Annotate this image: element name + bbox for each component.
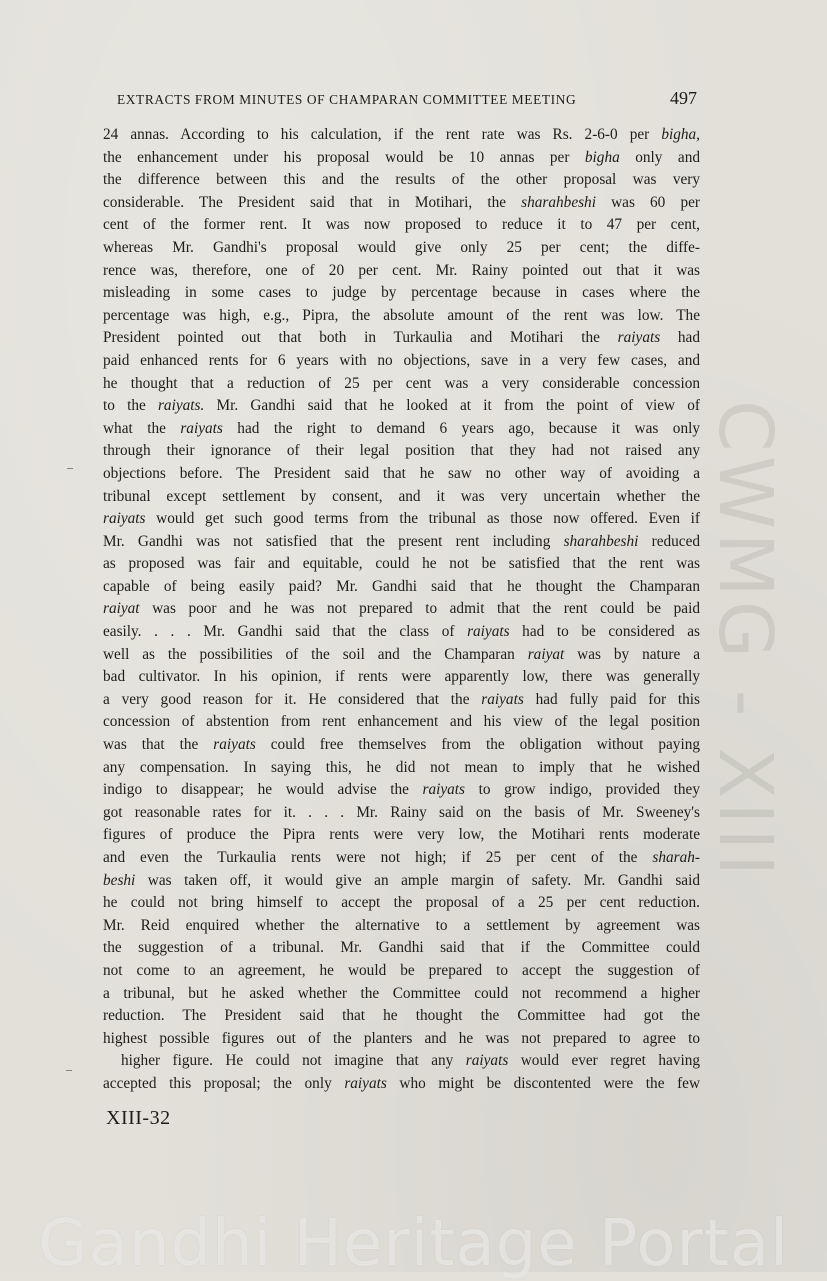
text-segment: tribunal except settlement by consent, and it was very uncertain whether the bbox=[103, 487, 700, 505]
text-segment: misleading in some cases to judge by percentage because in cases where the bbox=[103, 284, 700, 302]
text-line bbox=[103, 192, 700, 215]
text-line bbox=[103, 147, 700, 170]
text-segment: President pointed out that both in Turkaulia and Motihari the bbox=[103, 329, 618, 347]
text-segment: well as the possibilities of the soil and the Champaran bbox=[103, 645, 528, 663]
running-title: EXTRACTS FROM MINUTES OF CHAMPARAN COMMITTEE MEETING bbox=[117, 92, 577, 107]
text-line bbox=[103, 440, 700, 463]
text-segment: he could not bring himself to accept the proposal of a 25 per cent reduction. bbox=[103, 894, 700, 912]
text-segment: the suggestion of a tribunal. Mr. Gandhi said that if the Committee could bbox=[103, 939, 700, 957]
text-line bbox=[103, 395, 700, 418]
bottom-watermark: Gandhi Heritage Portal bbox=[38, 1207, 789, 1281]
text-line bbox=[103, 711, 700, 734]
italic-term: bigha, bbox=[661, 126, 700, 143]
text-line bbox=[103, 237, 700, 260]
text-line bbox=[103, 983, 700, 1006]
text-line bbox=[103, 802, 700, 825]
text-line bbox=[103, 553, 700, 576]
volume-folio: XIII-32 bbox=[106, 1107, 171, 1129]
page-speck bbox=[67, 468, 73, 469]
text-segment: was that the bbox=[103, 736, 214, 754]
text-line bbox=[103, 892, 700, 915]
italic-term: raiyat bbox=[527, 645, 565, 663]
text-segment: was poor and he was not prepared to admit that the rent could be paid bbox=[139, 600, 700, 618]
text-segment: and even the Turkaulia rents were not high; if 25 per cent of the bbox=[103, 849, 653, 866]
text-segment: higher figure. He could not imagine that any bbox=[121, 1052, 466, 1070]
text-segment: concession of abstention from rent enhancement and his view of the legal position bbox=[103, 713, 700, 731]
text-segment: easily. . . . Mr. Gandhi said that the class of bbox=[103, 623, 468, 641]
text-line bbox=[103, 214, 700, 237]
text-line bbox=[103, 169, 700, 192]
text-segment: percentage was high, e.g., Pipra, the absolute amount of the rent was low. The bbox=[103, 306, 700, 324]
italic-term: raiyats. bbox=[157, 397, 205, 415]
text-segment: who might be discontented were the few bbox=[386, 1074, 700, 1092]
text-line bbox=[103, 305, 700, 328]
text-line bbox=[103, 689, 700, 712]
text-segment: a tribunal, but he asked whether the Committee could not recommend a higher bbox=[103, 984, 700, 1002]
text-segment: had fully paid for this bbox=[523, 690, 700, 708]
text-line bbox=[103, 463, 700, 486]
text-segment: any compensation. In saying this, he did not mean to imply that he wished bbox=[103, 758, 700, 776]
text-line bbox=[103, 373, 700, 396]
text-line bbox=[103, 734, 700, 757]
text-segment: Mr. Gandhi was not satisfied that the present rent including bbox=[103, 532, 564, 550]
text-line bbox=[103, 350, 700, 373]
text-line bbox=[103, 824, 700, 847]
text-segment: indigo to disappear; he would advise the bbox=[103, 781, 423, 799]
text-line bbox=[103, 531, 700, 554]
italic-term: bigha bbox=[584, 148, 620, 166]
text-line bbox=[103, 418, 700, 441]
italic-term: raiyats bbox=[617, 329, 661, 347]
text-line bbox=[103, 1005, 700, 1028]
text-segment: 24 annas. According to his calculation, if the rent rate was Rs. 2-6-0 per bbox=[103, 126, 662, 143]
text-segment: would get such good terms from the tribunal as those now offered. Even if bbox=[145, 510, 700, 528]
text-segment: reduced bbox=[638, 532, 701, 550]
text-segment: whereas Mr. Gandhi's proposal would give only 25 per cent; the diffe- bbox=[103, 238, 700, 256]
text-segment: had to be considered as bbox=[509, 623, 700, 641]
italic-term: raiyats bbox=[344, 1074, 387, 1092]
text-segment: to grow indigo, provided they bbox=[465, 781, 700, 799]
text-line bbox=[103, 486, 700, 509]
text-segment: a very good reason for it. He considered that the bbox=[103, 690, 482, 708]
text-segment: had bbox=[660, 329, 700, 347]
text-segment: accepted this proposal; the only bbox=[103, 1074, 345, 1092]
text-line bbox=[103, 576, 700, 599]
italic-term: raiyat bbox=[103, 600, 140, 618]
text-segment: reduction. The President said that he thought the Committee had got the bbox=[103, 1007, 700, 1025]
italic-term: raiyats bbox=[465, 1052, 509, 1070]
text-line bbox=[103, 937, 700, 960]
text-line bbox=[103, 757, 700, 780]
text-segment: bad cultivator. In his opinion, if rents were apparently low, there was generally bbox=[103, 668, 700, 686]
text-line bbox=[103, 779, 700, 802]
italic-term: sharah- bbox=[652, 849, 700, 866]
italic-term: raiyats bbox=[180, 419, 223, 437]
text-line bbox=[103, 621, 700, 644]
text-line bbox=[103, 915, 700, 938]
page-number: 497 bbox=[670, 88, 697, 108]
italic-term: beshi bbox=[103, 871, 136, 889]
italic-term: raiyats bbox=[103, 510, 146, 528]
text-line bbox=[103, 644, 700, 667]
text-segment: not come to an agreement, he would be prepared to accept the suggestion of bbox=[103, 961, 700, 979]
text-segment: only and bbox=[619, 148, 700, 166]
italic-term: raiyats bbox=[467, 623, 510, 641]
side-watermark bbox=[700, 330, 790, 950]
text-segment: got reasonable rates for it. . . . Mr. Rainy said on the basis of Mr. Sweeney's bbox=[103, 803, 700, 821]
body-text bbox=[103, 124, 700, 1096]
text-segment: Mr. Gandhi said that he looked at it from the point of view of bbox=[204, 397, 700, 415]
text-line bbox=[103, 260, 700, 283]
text-segment: highest possible figures out of the planters and he was not prepared to agree to bbox=[103, 1029, 700, 1047]
text-segment: through their ignorance of their legal position that they had not raised any bbox=[103, 442, 700, 460]
italic-term: raiyats bbox=[481, 690, 524, 708]
text-segment: had the right to demand 6 years ago, because it was only bbox=[222, 419, 700, 437]
italic-term: sharahbeshi bbox=[521, 193, 596, 211]
text-segment: Mr. Reid enquired whether the alternative to a settlement by agreement was bbox=[103, 916, 700, 934]
text-segment: figures of produce the Pipra rents were very low, the Motihari rents moderate bbox=[103, 826, 700, 844]
text-segment: would ever regret having bbox=[508, 1052, 700, 1070]
text-segment: was taken off, it would give an ample margin of safety. Mr. Gandhi said bbox=[135, 871, 700, 889]
text-segment: the enhancement under his proposal would be 10 annas per bbox=[103, 148, 585, 166]
text-segment: capable of being easily paid? Mr. Gandhi said that he thought the Champaran bbox=[103, 577, 700, 595]
text-line bbox=[103, 327, 700, 350]
running-head bbox=[117, 88, 697, 112]
text-segment: paid enhanced rents for 6 years with no objections, save in a very few cases, and bbox=[103, 351, 700, 369]
text-line bbox=[103, 598, 700, 621]
text-segment: as proposed was fair and equitable, could he not be satisfied that the rent was bbox=[103, 555, 700, 573]
text-line bbox=[103, 1073, 700, 1096]
text-line bbox=[103, 666, 700, 689]
text-line bbox=[103, 508, 700, 531]
text-line bbox=[103, 870, 700, 893]
text-line bbox=[103, 847, 700, 870]
text-segment: rence was, therefore, one of 20 per cent. Mr. Rainy pointed out that it was bbox=[103, 261, 700, 279]
page-speck bbox=[66, 1070, 72, 1071]
text-segment: what the bbox=[103, 419, 181, 437]
text-segment: he thought that a reduction of 25 per cent was a very considerable concession bbox=[103, 374, 700, 392]
text-segment: to the bbox=[103, 397, 158, 415]
text-segment: the difference between this and the results of the other proposal was very bbox=[103, 171, 700, 189]
text-segment: could free themselves from the obligation without paying bbox=[255, 736, 700, 754]
text-segment: considerable. The President said that in Motihari, the bbox=[103, 193, 522, 211]
italic-term: sharahbeshi bbox=[563, 532, 639, 550]
text-segment: was by nature a bbox=[564, 645, 700, 663]
text-segment: was 60 per bbox=[595, 193, 700, 211]
italic-term: raiyats bbox=[422, 781, 466, 799]
text-line bbox=[103, 960, 700, 983]
text-segment: cent of the former rent. It was now proposed to reduce it to 47 per cent, bbox=[103, 216, 700, 234]
text-line bbox=[103, 1050, 700, 1073]
italic-term: raiyats bbox=[213, 736, 256, 754]
text-line bbox=[103, 282, 700, 305]
text-line bbox=[103, 124, 700, 147]
text-segment: objections before. The President said that he saw no other way of avoiding a bbox=[103, 464, 700, 482]
side-watermark-text: CWMG - XIII bbox=[702, 400, 789, 880]
text-line bbox=[103, 1028, 700, 1051]
